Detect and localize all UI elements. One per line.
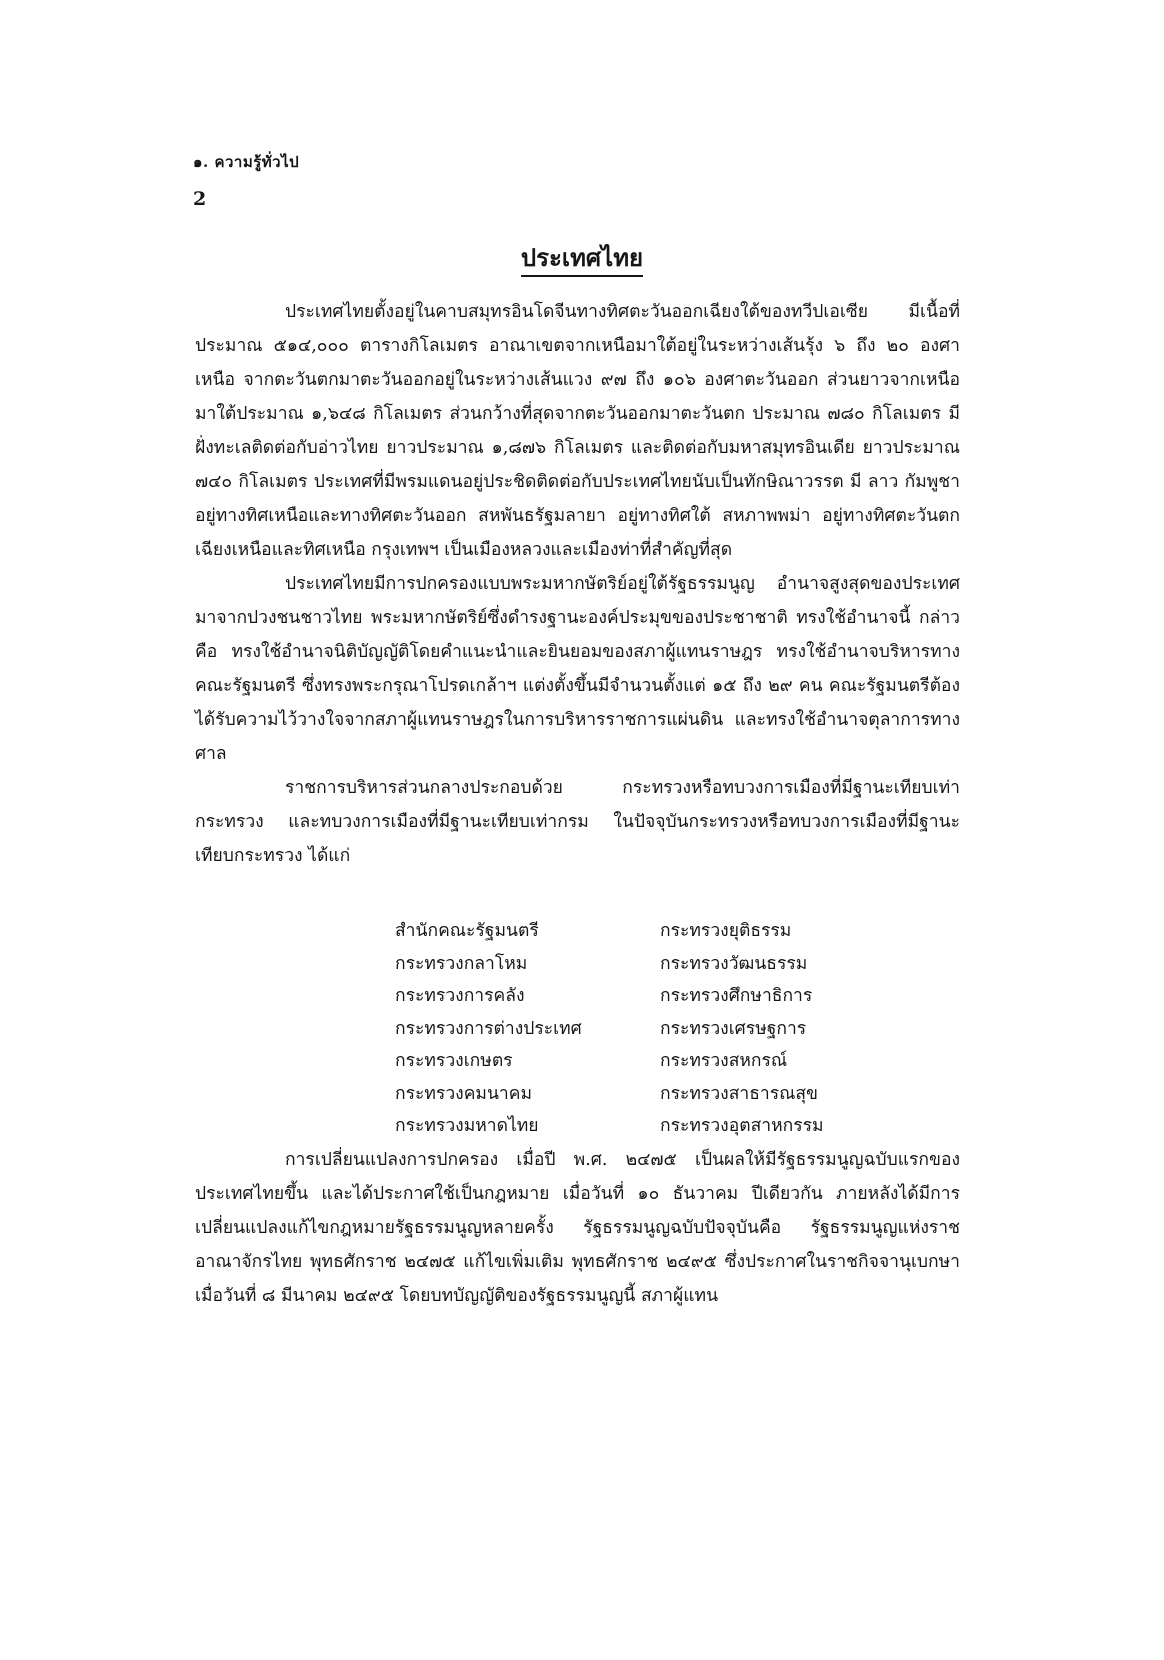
body-text <box>195 295 960 873</box>
paragraph-ministries-intro: ราชการบริหารส่วนกลางประกอบด้วย กระทรวงหรือทบวงการเมืองที่มีฐานะเทียบเท่ากระทรวง และทบวงการเมืองที่มีฐานะเทียบเท่ากรม ในปัจจุบันกระทรวงหรือทบวงการเมืองที่มีฐานะเทียบกระทรวง ได้แก่ <box>195 778 960 866</box>
page-title <box>0 238 1164 277</box>
list-item: กระทรวงคมนาคม <box>395 1083 532 1104</box>
list-item: สำนักคณะรัฐมนตรี <box>395 921 539 941</box>
page-number: 2 <box>193 188 207 210</box>
list-item: กระทรวงมหาดไทย <box>395 1116 539 1136</box>
list-item: กระทรวงกลาโหม <box>395 953 528 974</box>
paragraph-government: ประเทศไทยมีการปกครองแบบพระมหากษัตริย์อยู่ใต้รัฐธรรมนูญ อำนาจสูงสุดของประเทศมาจากปวงชนชาวไทย พระมหากษัตริย์ซึ่งดำรงฐานะองค์ประมุขของประชาชาติ ทรงใช้อำนาจนี้ กล่าวคือ ทรงใช้อำนาจนิติบัญญัติโดยคำแนะนำและยินยอมของสภาผู้แทนราษฎร ทรงใช้อำนาจบริหารทางคณะรัฐมนตรี ซึ่งทรงพระกรุณาโปรดเกล้าฯ แต่งตั้งขึ้นมีจำนวนตั้งแต่ ๑๕ ถึง ๒๙ คน คณะรัฐมนตรีต้องได้รับความไว้วางใจจากสภาผู้แทนราษฎรในการบริหารราชการแผ่นดิน และทรงใช้อำนาจตุลาการทางศาล <box>195 574 960 764</box>
list-item: กระทรวงยุติธรรม <box>660 921 792 941</box>
section-header: ๑. ความรู้ทั่วไป <box>193 153 300 171</box>
ministry-column-right <box>660 915 950 1143</box>
ministry-list <box>395 915 955 1143</box>
list-item: กระทรวงเกษตร <box>395 1051 513 1071</box>
list-item: กระทรวงสาธารณสุข <box>660 1083 818 1104</box>
list-item: กระทรวงอุตสาหกรรม <box>660 1116 824 1136</box>
page-title-text: ประเทศไทย <box>521 243 643 277</box>
list-item: กระทรวงการคลัง <box>395 986 525 1006</box>
body-text-closing <box>195 1143 960 1313</box>
list-item: กระทรวงวัฒนธรรม <box>660 953 808 974</box>
list-item: กระทรวงศึกษาธิการ <box>660 986 813 1006</box>
paragraph-constitution: การเปลี่ยนแปลงการปกครอง เมื่อปี พ.ศ. ๒๔๗๕ เป็นผลให้มีรัฐธรรมนูญฉบับแรกของประเทศไทยขึ้น และได้ประกาศใช้เป็นกฎหมาย เมื่อวันที่ ๑๐ ธันวาคม ปีเดียวกัน ภายหลังได้มีการเปลี่ยนแปลงแก้ไขกฎหมายรัฐธรรมนูญหลายครั้ง รัฐธรรมนูญฉบับปัจจุบันคือ รัฐธรรมนูญแห่งราชอาณาจักรไทย พุทธศักราช ๒๔๗๕ แก้ไขเพิ่มเติม พุทธศักราช ๒๔๙๕ ซึ่งประกาศในราชกิจจานุเบกษา เมื่อวันที่ ๘ มีนาคม ๒๔๙๕ โดยบทบัญญัติของรัฐธรรมนูญนี้ สภาผู้แทน <box>195 1150 960 1306</box>
list-item: กระทรวงเศรษฐการ <box>660 1018 807 1039</box>
ministry-column-left <box>395 915 660 1143</box>
list-item: กระทรวงการต่างประเทศ <box>395 1018 582 1039</box>
list-item: กระทรวงสหกรณ์ <box>660 1051 788 1071</box>
paragraph-geography: ประเทศไทยตั้งอยู่ในคาบสมุทรอินโดจีนทางทิศตะวันออกเฉียงใต้ของทวีปเอเซีย มีเนื้อที่ประมาณ ๕๑๔,๐๐๐ ตารางกิโลเมตร อาณาเขตจากเหนือมาใต้อยู่ในระหว่างเส้นรุ้ง ๖ ถึง ๒๐ องศาเหนือ จากตะวันตกมาตะวันออกอยู่ในระหว่างเส้นแวง ๙๗ ถึง ๑๐๖ องศาตะวันออก ส่วนยาวจากเหนือมาใต้ประมาณ ๑,๖๔๘ กิโลเมตร ส่วนกว้างที่สุดจากตะวันออกมาตะวันตก ประมาณ ๗๘๐ กิโลเมตร มีฝั่งทะเลติดต่อกับอ่าวไทย ยาวประมาณ ๑,๘๗๖ กิโลเมตร และติดต่อกับมหาสมุทรอินเดีย ยาวประมาณ ๗๔๐ กิโลเมตร ประเทศที่มีพรมแดนอยู่ประชิดติดต่อกับประเทศไทยนับเป็นทักษิณาวรรต มี ลาว กัมพูชา อยู่ทางทิศเหนือและทางทิศตะวันออก สหพันธรัฐมลายา อยู่ทางทิศใต้ สหภาพพม่า อยู่ทางทิศตะวันตกเฉียงเหนือและทิศเหนือ กรุงเทพฯ เป็นเมืองหลวงและเมืองท่าที่สำคัญที่สุด <box>195 302 960 560</box>
